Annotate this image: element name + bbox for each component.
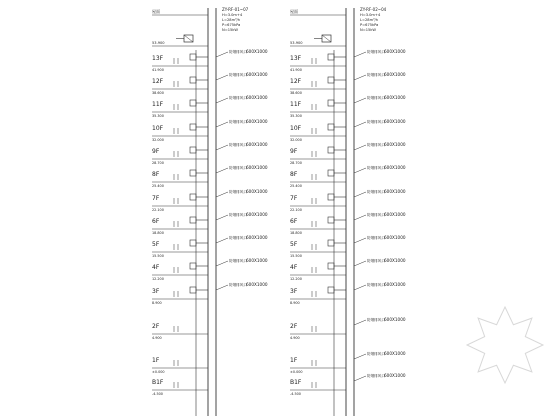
- right-riser-pipes: [334, 8, 354, 416]
- right-leader-line: [354, 320, 366, 325]
- left-spec-line-3: L=28m³/h: [222, 18, 241, 22]
- left-floor-row: [152, 212, 268, 235]
- left-outlet-size: 600X1000: [246, 119, 268, 124]
- right-floor-row: [290, 357, 346, 374]
- right-outlet-size: 600X1000: [384, 49, 406, 54]
- left-leader-line: [216, 122, 228, 127]
- right-damper-icon: [328, 170, 334, 176]
- right-lower-outlet: [354, 373, 406, 381]
- right-spec-line-5: N=15kW: [360, 28, 376, 32]
- right-outlet-size: 600X1000: [384, 258, 406, 263]
- left-floor-elevation: ±0.000: [152, 370, 165, 374]
- right-leader-line: [354, 215, 366, 220]
- right-floor-elevation: -4.500: [290, 392, 301, 396]
- right-spec-line-2: H=3.0m+4: [360, 13, 381, 17]
- left-floor-label: 4F: [152, 264, 160, 271]
- right-floor-row: [290, 258, 406, 281]
- left-outlet-prefix: 防烟排风口: [229, 259, 247, 263]
- right-floor-label: 7F: [290, 195, 298, 202]
- right-floor-elevation: 41.900: [290, 68, 302, 72]
- left-floor-elevation: -4.500: [152, 392, 163, 396]
- right-leader-line: [354, 285, 366, 290]
- left-floor-row: [152, 379, 208, 396]
- right-floor-row: [290, 379, 346, 396]
- right-leader-line: [354, 354, 366, 359]
- left-outlet-size: 600X1000: [246, 49, 268, 54]
- right-outlet-size: 600X1000: [384, 72, 406, 77]
- right-damper-icon: [328, 54, 334, 60]
- left-riser-pipes: [196, 8, 216, 416]
- left-floor-label: 11F: [152, 101, 164, 108]
- left-outlet-size: 600X1000: [246, 235, 268, 240]
- right-floor-label: 6F: [290, 218, 298, 225]
- left-outlet-prefix: 防烟排风口: [229, 120, 247, 124]
- right-outlet-prefix: 防烟排风口: [367, 213, 385, 217]
- left-floor-label: B1F: [152, 379, 164, 386]
- right-outlet-prefix: 防烟排风口: [367, 166, 385, 170]
- left-floor-elevation: 22.100: [152, 208, 164, 212]
- right-leader-line: [354, 75, 366, 80]
- right-outlet-prefix: 防烟排风口: [367, 374, 385, 378]
- right-outlet-size: 600X1000: [384, 119, 406, 124]
- left-damper-icon: [190, 100, 196, 106]
- left-outlet-prefix: 防烟排风口: [229, 166, 247, 170]
- right-floor-elevation: 38.600: [290, 91, 302, 95]
- right-floor-row: [290, 282, 406, 305]
- left-floor-label: 9F: [152, 148, 160, 155]
- right-damper-icon: [328, 217, 334, 223]
- right-floor-label: 3F: [290, 288, 298, 295]
- left-leader-line: [216, 261, 228, 266]
- right-floor-row: [290, 323, 346, 340]
- left-floor-row: [152, 165, 268, 188]
- left-outlet-size: 600X1000: [246, 142, 268, 147]
- right-damper-icon: [328, 147, 334, 153]
- right-leader-line: [354, 261, 366, 266]
- left-floor-row: [152, 142, 268, 165]
- watermark-star-icon: [467, 307, 543, 383]
- right-outlet-prefix: 防烟排风口: [367, 143, 385, 147]
- left-floor-elevation: 18.800: [152, 231, 164, 235]
- left-outlet-prefix: 防烟排风口: [229, 190, 247, 194]
- left-floor-label: 7F: [152, 195, 160, 202]
- left-floor-label: 5F: [152, 241, 160, 248]
- right-leader-line: [354, 168, 366, 173]
- left-floor-row: [152, 357, 208, 374]
- left-floor-label: 12F: [152, 78, 164, 85]
- right-spec-line-1: ZY-RF-02~04: [360, 7, 387, 12]
- right-floor-elevation: 28.700: [290, 161, 302, 165]
- right-leader-line: [354, 376, 366, 381]
- right-floor-label: 8F: [290, 171, 298, 178]
- left-floor-elevation: 4.900: [152, 336, 162, 340]
- left-floor-label: 2F: [152, 323, 160, 330]
- right-outlet-size: 600X1000: [384, 142, 406, 147]
- right-outlet-size: 600X1000: [384, 282, 406, 287]
- right-floor-elevation: 15.500: [290, 254, 302, 258]
- right-floor-row: [290, 165, 406, 188]
- right-floor-elevation: 12.200: [290, 277, 302, 281]
- left-outlet-prefix: 防烟排风口: [229, 213, 247, 217]
- right-floor-row: [290, 119, 406, 142]
- right-lower-outlet: [354, 351, 406, 359]
- right-riser-header: [290, 7, 387, 46]
- left-leader-line: [216, 75, 228, 80]
- right-floor-row: [290, 235, 406, 258]
- left-spec-line-4: P=675kPa: [222, 23, 241, 27]
- left-floor-label: 3F: [152, 288, 160, 295]
- right-leader-line: [354, 122, 366, 127]
- right-roof-elevation: 53.900: [290, 41, 303, 45]
- right-floor-elevation: 35.300: [290, 114, 302, 118]
- right-lower-outlet: [354, 317, 406, 325]
- left-outlet-prefix: 防烟排风口: [229, 96, 247, 100]
- right-leader-line: [354, 192, 366, 197]
- left-leader-line: [216, 192, 228, 197]
- right-outlet-size: 600X1000: [384, 317, 406, 322]
- left-damper-icon: [190, 54, 196, 60]
- right-floor-elevation: 22.100: [290, 208, 302, 212]
- right-damper-icon: [328, 240, 334, 246]
- left-outlet-size: 600X1000: [246, 258, 268, 263]
- right-floor-row: [290, 49, 406, 72]
- left-outlet-prefix: 防烟排风口: [229, 283, 247, 287]
- left-damper-icon: [190, 217, 196, 223]
- left-leader-line: [216, 215, 228, 220]
- left-floor-label: 8F: [152, 171, 160, 178]
- left-riser-header: [152, 7, 249, 46]
- left-floor-row: [152, 323, 208, 340]
- right-floor-elevation: ±0.000: [290, 370, 303, 374]
- right-damper-icon: [328, 77, 334, 83]
- right-floor-elevation: 25.400: [290, 184, 302, 188]
- left-roof-elevation: 53.900: [152, 41, 165, 45]
- right-outlet-size: 600X1000: [384, 235, 406, 240]
- right-spec-line-4: P=675kPa: [360, 23, 379, 27]
- left-roof-label: 屋面: [152, 9, 160, 14]
- right-damper-icon: [328, 100, 334, 106]
- right-floor-label: 10F: [290, 125, 302, 132]
- right-outlet-size: 600X1000: [384, 373, 406, 378]
- left-damper-icon: [190, 194, 196, 200]
- left-floor-elevation: 25.400: [152, 184, 164, 188]
- left-spec-line-2: H=3.0m+4: [222, 13, 243, 17]
- right-outlet-prefix: 防烟排风口: [367, 283, 385, 287]
- left-floor-label: 10F: [152, 125, 164, 132]
- left-floor-elevation: 35.300: [152, 114, 164, 118]
- right-floor-label: 13F: [290, 55, 302, 62]
- right-outlet-size: 600X1000: [384, 95, 406, 100]
- left-outlet-size: 600X1000: [246, 95, 268, 100]
- right-leader-line: [354, 98, 366, 103]
- left-floor-elevation: 12.200: [152, 277, 164, 281]
- left-damper-icon: [190, 287, 196, 293]
- right-floor-elevation: 8.900: [290, 301, 300, 305]
- right-floor-elevation: 18.800: [290, 231, 302, 235]
- right-floor-label: 9F: [290, 148, 298, 155]
- left-floor-elevation: 15.500: [152, 254, 164, 258]
- left-outlet-size: 600X1000: [246, 72, 268, 77]
- floor-rows: [152, 49, 406, 396]
- right-floor-label: 12F: [290, 78, 302, 85]
- left-outlet-size: 600X1000: [246, 189, 268, 194]
- right-outlet-prefix: 防烟排风口: [367, 352, 385, 356]
- right-floor-row: [290, 72, 406, 95]
- right-floor-label: 11F: [290, 101, 302, 108]
- left-leader-line: [216, 145, 228, 150]
- left-damper-icon: [190, 77, 196, 83]
- left-floor-row: [152, 119, 268, 142]
- left-floor-row: [152, 95, 268, 118]
- right-floor-row: [290, 142, 406, 165]
- right-floor-label: B1F: [290, 379, 302, 386]
- right-outlet-prefix: 防烟排风口: [367, 318, 385, 322]
- left-leader-line: [216, 168, 228, 173]
- left-damper-icon: [190, 170, 196, 176]
- left-damper-icon: [190, 147, 196, 153]
- right-spec-line-3: L=28m³/h: [360, 18, 379, 22]
- left-outlet-prefix: 防烟排风口: [229, 236, 247, 240]
- left-floor-row: [152, 282, 268, 305]
- right-floor-label: 5F: [290, 241, 298, 248]
- left-outlet-size: 600X1000: [246, 212, 268, 217]
- left-leader-line: [216, 285, 228, 290]
- right-leader-line: [354, 238, 366, 243]
- right-floor-label: 4F: [290, 264, 298, 271]
- right-outlet-prefix: 防烟排风口: [367, 190, 385, 194]
- right-damper-icon: [328, 287, 334, 293]
- right-outlet-size: 600X1000: [384, 212, 406, 217]
- right-leader-line: [354, 52, 366, 57]
- left-floor-row: [152, 258, 268, 281]
- right-outlet-prefix: 防烟排风口: [367, 120, 385, 124]
- left-floor-row: [152, 235, 268, 258]
- right-outlet-size: 600X1000: [384, 165, 406, 170]
- left-outlet-size: 600X1000: [246, 165, 268, 170]
- left-floor-row: [152, 189, 268, 212]
- right-outlet-size: 600X1000: [384, 189, 406, 194]
- right-outlet-prefix: 防烟排风口: [367, 73, 385, 77]
- right-floor-row: [290, 212, 406, 235]
- left-floor-label: 6F: [152, 218, 160, 225]
- right-floor-row: [290, 95, 406, 118]
- right-floor-label: 1F: [290, 357, 298, 364]
- right-outlet-prefix: 防烟排风口: [367, 259, 385, 263]
- left-floor-elevation: 28.700: [152, 161, 164, 165]
- left-floor-elevation: 41.900: [152, 68, 164, 72]
- left-spec-line-1: ZY-RF-01~07: [222, 7, 249, 12]
- right-floor-elevation: 4.900: [290, 336, 300, 340]
- right-floor-elevation: 32.000: [290, 138, 302, 142]
- left-leader-line: [216, 98, 228, 103]
- left-damper-icon: [190, 124, 196, 130]
- right-outlet-prefix: 防烟排风口: [367, 236, 385, 240]
- right-outlet-prefix: 防烟排风口: [367, 50, 385, 54]
- right-damper-icon: [328, 194, 334, 200]
- right-outlet-prefix: 防烟排风口: [367, 96, 385, 100]
- right-outlet-size: 600X1000: [384, 351, 406, 356]
- left-damper-icon: [190, 263, 196, 269]
- right-floor-row: [290, 189, 406, 212]
- right-damper-icon: [328, 124, 334, 130]
- left-floor-elevation: 38.600: [152, 91, 164, 95]
- left-floor-row: [152, 49, 268, 72]
- right-floor-label: 2F: [290, 323, 298, 330]
- left-leader-line: [216, 52, 228, 57]
- left-floor-row: [152, 72, 268, 95]
- left-floor-label: 1F: [152, 357, 160, 364]
- left-outlet-prefix: 防烟排风口: [229, 143, 247, 147]
- left-floor-label: 13F: [152, 55, 164, 62]
- left-floor-elevation: 8.900: [152, 301, 162, 305]
- left-outlet-size: 600X1000: [246, 282, 268, 287]
- right-roof-label: 屋面: [290, 9, 298, 14]
- left-leader-line: [216, 238, 228, 243]
- left-outlet-prefix: 防烟排风口: [229, 50, 247, 54]
- left-damper-icon: [190, 240, 196, 246]
- right-damper-icon: [328, 263, 334, 269]
- left-outlet-prefix: 防烟排风口: [229, 73, 247, 77]
- right-leader-line: [354, 145, 366, 150]
- left-floor-elevation: 32.000: [152, 138, 164, 142]
- left-spec-line-5: N=15kW: [222, 28, 238, 32]
